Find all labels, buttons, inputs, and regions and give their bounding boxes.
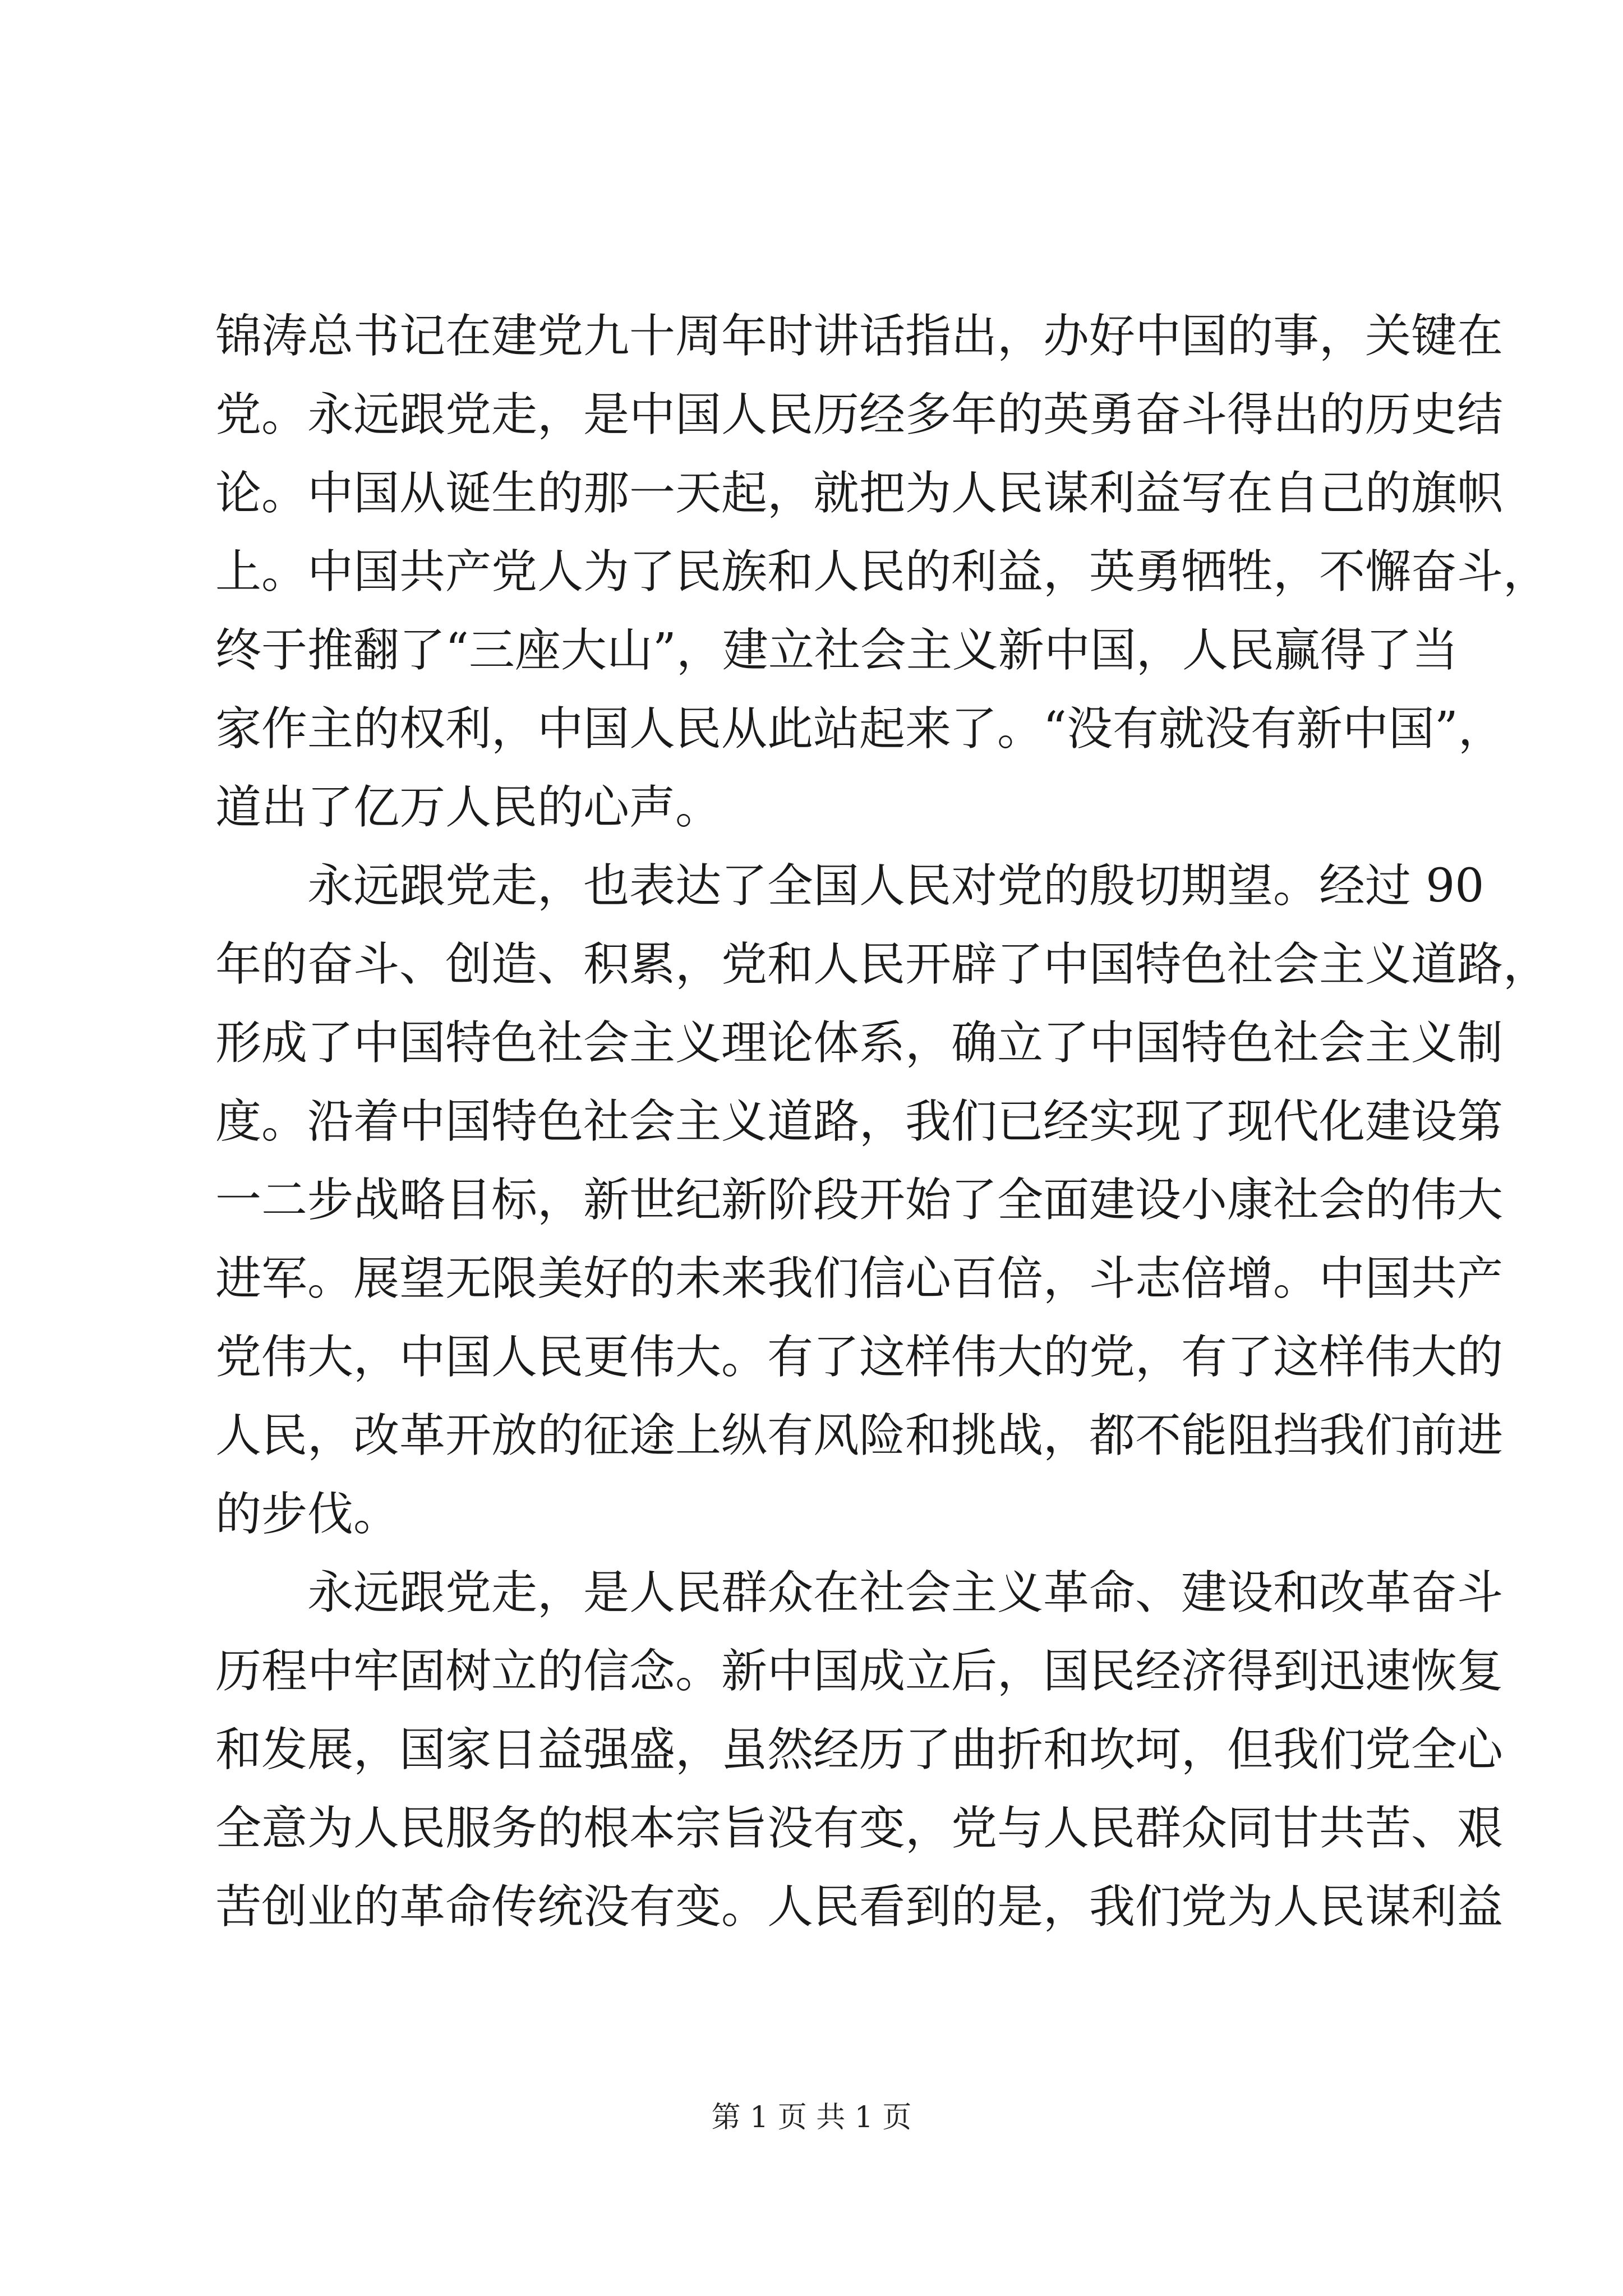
text-line: 终于推翻了“三座大山”，建立社会主义新中国，人民赢得了当 [215,624,1458,677]
document-body [215,297,1550,1947]
text-line: 年的奋斗、创造、积累，党和人民开辟了中国特色社会主义道路， [215,938,1550,991]
text-line: 上。中国共产党人为了民族和人民的利益，英勇牺牲，不懈奋斗， [215,545,1550,599]
text-line: 人民，改革开放的征途上纵有风险和挑战，都不能阻挡我们前进 [215,1409,1504,1462]
text-line: 锦涛总书记在建党九十周年时讲话指出，办好中国的事，关键在 [215,310,1504,363]
text-line: 道出了亿万人民的心声。 [215,781,722,834]
text-line: 苦创业的革命传统没有变。人民看到的是，我们党为人民谋利益 [215,1880,1504,1934]
text-line: 家作主的权利，中国人民从此站起来了。“没有就没有新中国”， [215,702,1504,756]
text-line: 和发展，国家日益强盛，虽然经历了曲折和坎坷，但我们党全心 [215,1723,1504,1777]
text-line: 党。永远跟党走，是中国人民历经多年的英勇奋斗得出的历史结 [215,388,1504,441]
text-line: 全意为人民服务的根本宗旨没有变，党与人民群众同甘共苦、艰 [215,1802,1504,1855]
paragraph-first-line: 永远跟党走，是人民群众在社会主义革命、建设和改革奋斗 [307,1566,1504,1619]
text-line: 一二步战略目标，新世纪新阶段开始了全面建设小康社会的伟大 [215,1174,1504,1227]
text-line: 党伟大，中国人民更伟大。有了这样伟大的党，有了这样伟大的 [215,1331,1504,1384]
text-line: 的步伐。 [215,1488,400,1541]
text-line: 论。中国从诞生的那一天起，就把为人民谋利益写在自己的旗帜 [215,467,1504,520]
text-line: 历程中牢固树立的信念。新中国成立后，国民经济得到迅速恢复 [215,1645,1504,1698]
page-footer: 第 1 页 共 1 页 [711,2101,912,2134]
text-line: 进军。展望无限美好的未来我们信心百倍，斗志倍增。中国共产 [215,1252,1504,1305]
paragraph-first-line: 永远跟党走，也表达了全国人民对党的殷切期望。经过 90 [307,859,1484,913]
text-line: 度。沿着中国特色社会主义道路，我们已经实现了现代化建设第 [215,1095,1504,1148]
text-line: 形成了中国特色社会主义理论体系，确立了中国特色社会主义制 [215,1016,1504,1070]
